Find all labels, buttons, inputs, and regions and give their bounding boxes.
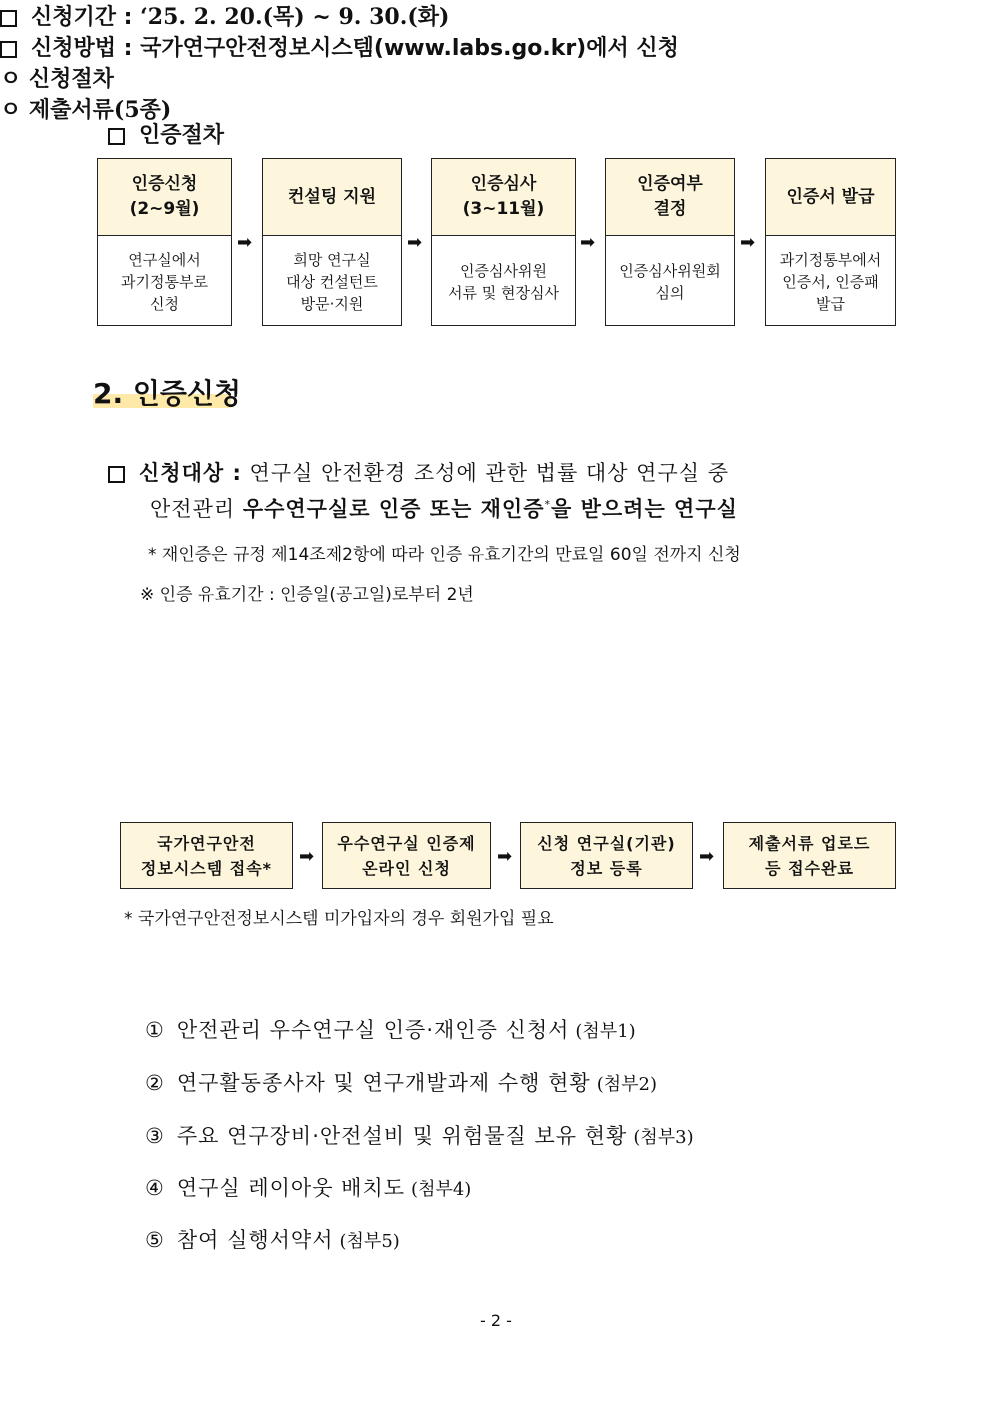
document-item-5 bbox=[145, 1224, 400, 1254]
section-title: 2. 인증신청 bbox=[93, 377, 242, 410]
target-sup: * bbox=[544, 498, 551, 511]
item-number: ④ bbox=[145, 1176, 165, 1200]
checkbox-square-icon bbox=[0, 10, 17, 27]
target-text-1: 연구실 안전환경 조성에 관한 법률 대상 연구실 중 bbox=[249, 461, 729, 485]
target-label: 신청대상 : bbox=[139, 461, 242, 485]
procedure-step-1 bbox=[97, 158, 232, 326]
checkbox-square-icon bbox=[108, 128, 125, 145]
item-attachment: (첨부2) bbox=[596, 1074, 657, 1095]
item-number: ③ bbox=[145, 1124, 165, 1148]
step-desc: 연구실에서 과기정통부로 신청 bbox=[121, 250, 208, 313]
target-line-1 bbox=[108, 457, 729, 487]
method-subtitle: ㅇ 신청절차 bbox=[0, 67, 114, 92]
step-title: 인증신청 (2~9월) bbox=[98, 159, 231, 236]
period-label: 신청기간 : bbox=[31, 5, 133, 30]
item-text: 연구실 레이아웃 배치도 bbox=[176, 1176, 406, 1200]
item-attachment: (첨부1) bbox=[575, 1021, 636, 1042]
item-attachment: (첨부4) bbox=[411, 1179, 472, 1200]
target-text-2-bold: 우수연구실로 인증 또는 재인증 bbox=[242, 497, 545, 521]
item-number: ⑤ bbox=[145, 1228, 165, 1252]
apply-step-2: 우수연구실 인증제 온라인 신청 bbox=[322, 822, 491, 889]
period-value: ‘25. 2. 20.(목) ~ 9. 30.(화) bbox=[140, 4, 450, 30]
target-line-2 bbox=[150, 493, 738, 523]
documents-title: ㅇ 제출서류(5종) bbox=[0, 97, 172, 123]
arrow-right-icon: ➡ bbox=[699, 846, 715, 867]
target-footnote: * 재인증은 규정 제14조제2항에 따라 인증 유효기간의 만료일 60일 전까지 신청 bbox=[148, 545, 741, 565]
arrow-right-icon: ➡ bbox=[407, 232, 423, 253]
target-text-2-post: 을 받으려는 연구실 bbox=[550, 497, 738, 521]
target-note: ※ 인증 유효기간 : 인증일(공고일)로부터 2년 bbox=[140, 585, 474, 605]
method-label: 신청방법 : bbox=[31, 36, 133, 61]
checkbox-square-icon bbox=[0, 41, 17, 58]
step-desc: 인증심사위원 서류 및 현장심사 bbox=[448, 261, 559, 302]
arrow-right-icon: ➡ bbox=[580, 232, 596, 253]
arrow-right-icon: ➡ bbox=[299, 846, 315, 867]
step-title: 컨설팅 지원 bbox=[263, 159, 401, 236]
procedure-heading bbox=[108, 118, 224, 149]
apply-step-4: 제출서류 업로드 등 접수완료 bbox=[723, 822, 896, 889]
item-text: 안전관리 우수연구실 인증·재인증 신청서 bbox=[176, 1018, 570, 1042]
procedure-step-4 bbox=[605, 158, 735, 326]
arrow-right-icon: ➡ bbox=[237, 232, 253, 253]
step-desc: 희망 연구실 대상 컨설턴트 방문·지원 bbox=[286, 250, 378, 313]
step-desc: 과기정통부에서 인증서, 인증패 발급 bbox=[779, 250, 882, 313]
procedure-step-2 bbox=[262, 158, 402, 326]
method-value: 국가연구안전정보시스템(www.labs.go.kr)에서 신청 bbox=[140, 36, 679, 61]
checkbox-square-icon bbox=[108, 466, 125, 483]
item-number: ② bbox=[145, 1071, 165, 1095]
document-item-4 bbox=[145, 1172, 471, 1202]
method-line bbox=[0, 31, 992, 62]
apply-step-3: 신청 연구실(기관) 정보 등록 bbox=[520, 822, 693, 889]
item-attachment: (첨부5) bbox=[339, 1231, 400, 1252]
step-title: 인증서 발급 bbox=[766, 159, 895, 236]
period-line bbox=[0, 0, 992, 31]
page-number: - 2 - bbox=[480, 1311, 512, 1330]
item-text: 주요 연구장비·안전설비 및 위험물질 보유 현황 bbox=[176, 1124, 628, 1148]
item-text: 연구활동종사자 및 연구개발과제 수행 현황 bbox=[176, 1071, 591, 1095]
step-title: 인증여부 결정 bbox=[606, 159, 734, 236]
step-title: 인증심사 (3~11월) bbox=[432, 159, 575, 236]
step-desc: 인증심사위원회 심의 bbox=[619, 261, 721, 302]
procedure-step-5 bbox=[765, 158, 896, 326]
document-item-3 bbox=[145, 1120, 694, 1150]
apply-step-1: 국가연구안전 정보시스템 접속* bbox=[120, 822, 293, 889]
item-text: 참여 실행서약서 bbox=[176, 1228, 334, 1252]
document-item-1 bbox=[145, 1014, 636, 1044]
method-footnote: * 국가연구안전정보시스템 미가입자의 경우 회원가입 필요 bbox=[124, 909, 554, 929]
arrow-right-icon: ➡ bbox=[497, 846, 513, 867]
item-number: ① bbox=[145, 1018, 165, 1042]
document-item-2 bbox=[145, 1067, 657, 1097]
procedure-step-3 bbox=[431, 158, 576, 326]
target-text-2-pre: 안전관리 bbox=[150, 497, 243, 521]
procedure-title: 인증절차 bbox=[139, 123, 225, 148]
arrow-right-icon: ➡ bbox=[740, 232, 756, 253]
item-attachment: (첨부3) bbox=[633, 1127, 694, 1148]
